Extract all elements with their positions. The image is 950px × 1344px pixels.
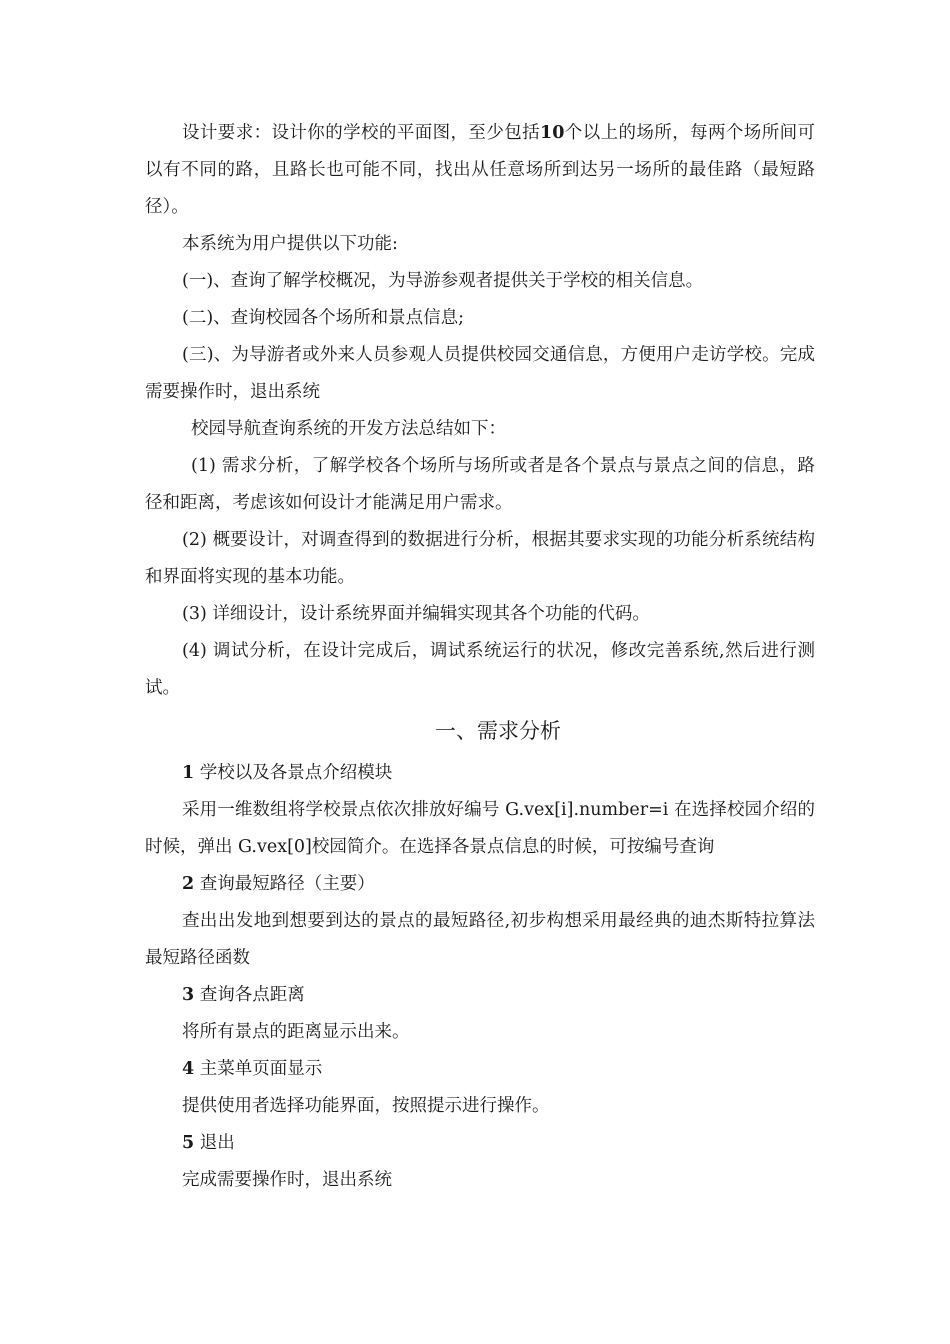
functions-intro: 本系统为用户提供以下功能: xyxy=(182,234,398,254)
module-title-text: 查询最短路径（主要） xyxy=(199,874,375,894)
section-heading: 一、需求分析 xyxy=(435,719,561,743)
module-title-text: 退出 xyxy=(199,1133,235,1153)
function-item-3: (三)、为导游者或外来人员参观人员提供校园交通信息，方便用户走访学校。完成需要操作时，退出系统 xyxy=(145,345,815,402)
function-item-2: (二)、查询校园各个场所和景点信息; xyxy=(182,308,465,328)
module-desc-2: 查出出发地到想要到达的景点的最短路径,初步构想采用最经典的迪杰斯特拉算法最短路径函数 xyxy=(145,911,815,968)
module-number: 5 xyxy=(182,1133,195,1153)
method-step-4: (4) 调试分析，在设计完成后，调试系统运行的状况，修改完善系统,然后进行测试。 xyxy=(145,641,815,698)
module-number: 2 xyxy=(182,874,195,894)
module-desc-4: 提供使用者选择功能界面，按照提示进行操作。 xyxy=(182,1096,550,1116)
module-number: 3 xyxy=(182,985,195,1005)
method-step-2: (2) 概要设计，对调查得到的数据进行分析，根据其要求实现的功能分析系统结构和界面将实现的基本功能。 xyxy=(145,530,815,587)
place-count: 10 xyxy=(540,123,565,143)
module-title-5 xyxy=(145,1125,815,1162)
method-intro: 校园导航查询系统的开发方法总结如下： xyxy=(191,419,506,439)
module-title-4 xyxy=(145,1051,815,1088)
design-requirement xyxy=(145,115,815,226)
module-number: 4 xyxy=(182,1059,195,1079)
design-requirement-text: 设计要求：设计你的学校的平面图，至少包括 xyxy=(182,123,541,143)
module-desc-1: 采用一维数组将学校景点依次排放好编号 G.vex[i].number=i 在选择校园介绍的时候，弹出 G.vex[0]校园简介。在选择各景点信息的时候，可按编号查询 xyxy=(145,800,815,857)
module-title-1 xyxy=(145,755,815,792)
module-title-text: 学校以及各景点介绍模块 xyxy=(199,763,393,783)
module-desc-3: 将所有景点的距离显示出来。 xyxy=(182,1022,410,1042)
function-item-1: (一)、查询了解学校概况，为导游参观者提供关于学校的相关信息。 xyxy=(182,271,704,291)
module-title-2 xyxy=(145,866,815,903)
module-desc-5: 完成需要操作时，退出系统 xyxy=(182,1170,392,1190)
module-number: 1 xyxy=(182,763,195,783)
design-requirement-tail: 个以上的场所，每两个场所间可以有不同的路，且路长也可能不同，找出从任意场所到达另一场所的最佳路（最短路径）。 xyxy=(145,123,816,217)
method-step-3: (3) 详细设计，设计系统界面并编辑实现其各个功能的代码。 xyxy=(182,604,650,624)
module-title-3 xyxy=(145,977,815,1014)
document-body xyxy=(145,115,815,1199)
module-title-text: 主菜单页面显示 xyxy=(199,1059,323,1079)
method-step-1: (1) 需求分析，了解学校各个场所与场所或者是各个景点与景点之间的信息，路径和距离，考虑该如何设计才能满足用户需求。 xyxy=(145,456,815,513)
module-title-text: 查询各点距离 xyxy=(199,985,305,1005)
